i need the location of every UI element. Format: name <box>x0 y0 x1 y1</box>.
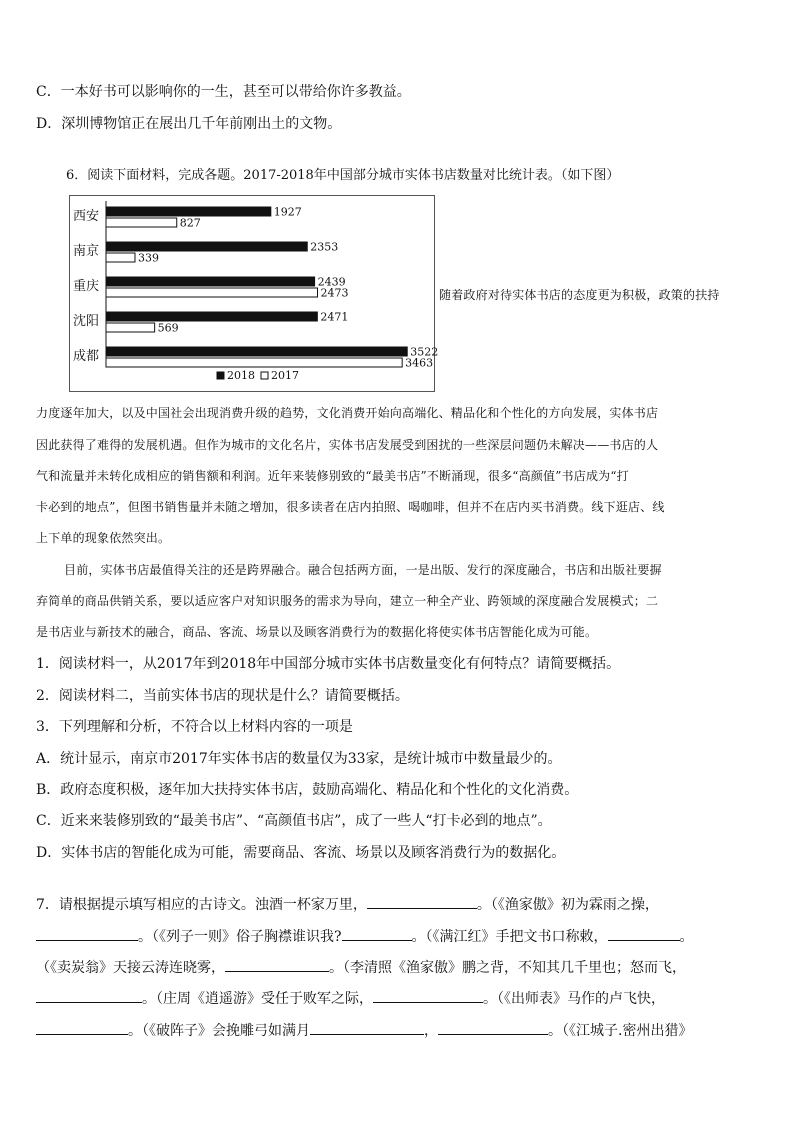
bar-value-label: 569 <box>157 321 179 335</box>
q7-text: 。（庄周《逍遥游》受任于败军之际， <box>142 991 373 1007</box>
category-label: 沈阳 <box>73 314 100 329</box>
q7-line-1 <box>36 894 659 915</box>
answer-blank[interactable] <box>342 926 412 941</box>
p2-line-3: 是书店业与新技术的融合，商品、客流、场景以及顾客消费行为的数据化将使实体书店智能化成为可能。 <box>36 625 598 639</box>
answer-blank[interactable] <box>367 894 477 909</box>
legend-label: 2017 <box>271 369 299 382</box>
bar-2017 <box>106 323 155 332</box>
answer-blank[interactable] <box>310 1020 424 1035</box>
answer-blank[interactable] <box>36 926 138 941</box>
category-label: 南京 <box>73 244 100 259</box>
bar-value-label: 1927 <box>273 205 302 219</box>
q7-text: 7．请根据提示填写相应的古诗文。浊酒一杯家万里， <box>36 897 367 913</box>
bar-value-label: 2473 <box>320 286 349 300</box>
q7-text: 。（《出师表》马作的卢飞快， <box>483 991 665 1007</box>
q7-text: （《卖炭翁》天接云涛连晓雾， <box>36 960 225 976</box>
q7-line-3 <box>36 957 686 978</box>
q7-line-5 <box>36 1020 692 1041</box>
q6-option-b: B．政府态度积极，逐年加大扶持实体书店，鼓励高端化、精品化和个性化的文化消费。 <box>36 782 579 798</box>
answer-blank[interactable] <box>438 1020 548 1035</box>
bar-value-label: 3463 <box>405 356 434 370</box>
legend-swatch-2017 <box>261 372 268 379</box>
category-label: 西安 <box>73 209 100 224</box>
q7-text: 。（《渔家傲》初为霖雨之操， <box>476 897 659 913</box>
bar-value-label: 3522 <box>410 345 439 359</box>
bar-2018 <box>106 312 317 321</box>
q7-text: 。 <box>679 929 694 945</box>
bar-2017 <box>106 253 135 262</box>
bar-2017 <box>106 218 177 227</box>
legend-label: 2018 <box>227 369 255 382</box>
answer-blank[interactable] <box>36 1020 128 1035</box>
p2-line-1: 目前，实体书店最值得关注的还是跨界融合。融合包括两方面，一是出版、发行的深度融合，书店和出版社要摒 <box>64 563 662 577</box>
bar-value-label: 2353 <box>310 240 339 254</box>
p1-line-4: 气和流量并未转化成相应的销售额和利润。近年来装修别致的“最美书店”不断涌现，很多“高颜值”书店成为“打 <box>36 469 629 483</box>
q6-option-c: C．近来来装修别致的“最美书店”、“高颜值书店”，成了一些人“打卡必到的地点”。 <box>36 813 552 829</box>
q6-sub-question-2: 2．阅读材料二，当前实体书店的现状是什么？请简要概括。 <box>36 688 409 704</box>
p1-line-3: 因此获得了难得的发展机遇。但作为城市的文化名片，实体书店发展受到困扰的一些深层问题仍未解决——书店的人 <box>36 438 659 452</box>
bar-2018 <box>106 277 315 286</box>
bar-2018 <box>106 347 407 356</box>
bar-value-label: 2439 <box>317 275 346 289</box>
p2-line-2: 弃简单的商品供销关系，要以适应客户对知识服务的需求为导向，建立一种全产业、跨领域的深度融合发展模式；二 <box>36 594 659 608</box>
answer-blank[interactable] <box>225 957 329 972</box>
p1-line-5: 卡必到的地点”，但图书销售量并未随之增加，很多读者在店内拍照、喝咖啡，但并不在店内买书消费。线下逛店、线 <box>36 500 665 514</box>
option-c-previous: C．一本好书可以影响你的一生，甚至可以带给你许多教益。 <box>36 84 411 100</box>
answer-blank[interactable] <box>608 926 680 941</box>
bar-2018 <box>106 242 307 251</box>
bar-value-label: 827 <box>179 216 201 230</box>
bar-2017 <box>106 358 402 367</box>
q6-intro: 6．阅读下面材料，完成各题。2017-2018年中国部分城市实体书店数量对比统计表。（如下图） <box>66 168 620 183</box>
answer-blank[interactable] <box>36 988 142 1003</box>
bar-2017 <box>106 288 318 297</box>
q7-text: 。（《破阵子》会挽雕弓如满月 <box>128 1023 310 1039</box>
option-d-previous: D．深圳博物馆正在展出几千年前刚出土的文物。 <box>36 116 342 132</box>
category-label: 重庆 <box>73 279 100 294</box>
q6-sub-question-1: 1．阅读材料一，从2017年到2018年中国部分城市实体书店数量变化有何特点？请简要概括。 <box>36 656 621 672</box>
p1-line-2: 力度逐年加大，以及中国社会出现消费升级的趋势，文化消费开始向高端化、精品化和个性化的方向发展，实体书店 <box>36 406 659 420</box>
p1-line-6: 上下单的现象依然突出。 <box>36 531 171 545</box>
q6-option-d: D．实体书店的智能化成为可能，需要商品、客流、场景以及顾客消费行为的数据化。 <box>36 845 566 861</box>
q6-sub-question-3: 3．下列理解和分析，不符合以上材料内容的一项是 <box>36 719 353 735</box>
p1-line-1: 随着政府对待实体书店的态度更为积极，政策的扶持 <box>439 288 720 302</box>
category-label: 成都 <box>73 349 100 364</box>
bar-2018 <box>106 207 271 216</box>
q6-option-a: A．统计显示，南京市2017年实体书店的数量仅为33家，是统计城市中数量最少的。 <box>36 751 562 767</box>
q7-line-4 <box>36 988 665 1009</box>
q7-text: 。（《江城子.密州出猎》 <box>548 1023 693 1039</box>
bookstore-bar-chart <box>69 195 439 392</box>
q7-text: 。（《满江红》手把文书口称敕， <box>411 929 608 945</box>
q7-text: 。（李清照《渔家傲》鹏之背，不知其几千里也；怒而飞， <box>329 960 686 976</box>
answer-blank[interactable] <box>373 988 483 1003</box>
legend-swatch-2018 <box>217 372 224 379</box>
q7-text: ， <box>424 1023 438 1039</box>
q7-text: 。（《列子一则》俗子胸襟谁识我? <box>138 929 342 945</box>
bar-value-label: 2471 <box>320 310 349 324</box>
q7-line-2 <box>36 926 694 947</box>
bar-value-label: 339 <box>137 251 159 265</box>
